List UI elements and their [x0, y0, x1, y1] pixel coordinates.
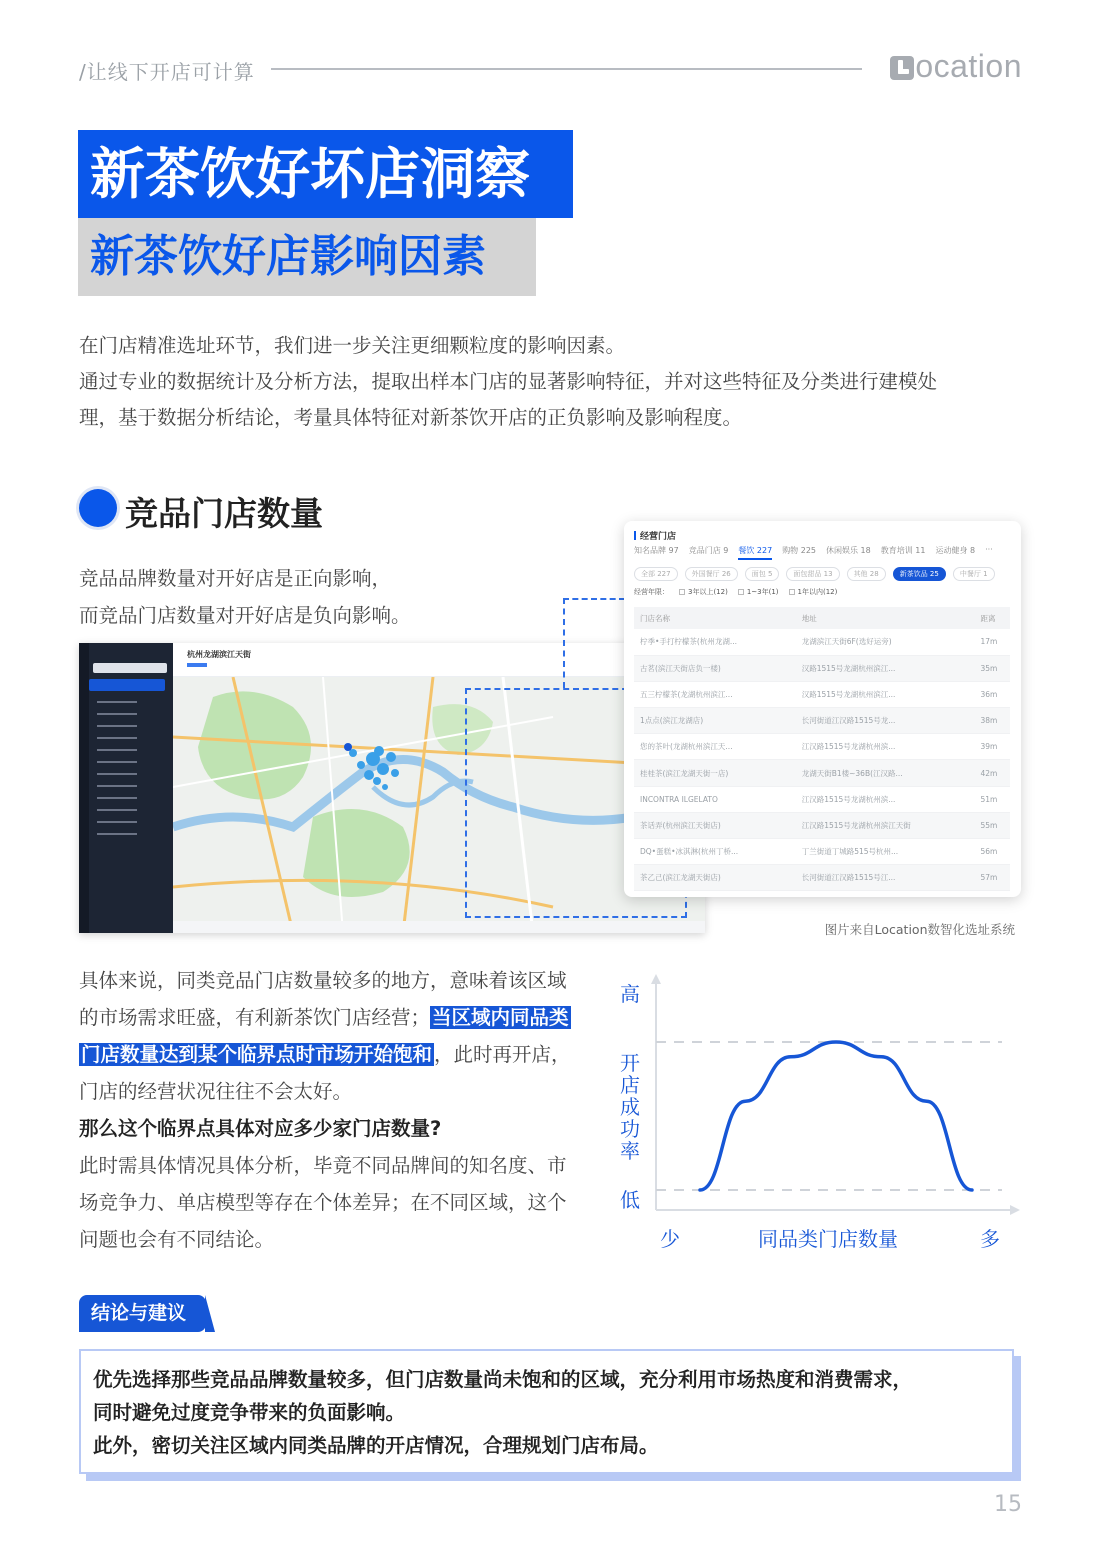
x-low-label: 少	[660, 1227, 680, 1251]
table-cell: 长河街道江汉路1515号龙...	[796, 708, 975, 734]
body-line: 门店的经营状况往往不会太好。	[79, 1080, 353, 1103]
table-cell: 龙湖滨江天街6F(选好运旁)	[796, 629, 975, 655]
checkbox[interactable]	[738, 589, 744, 595]
table-cell: INCONTRA ILGELATO	[634, 786, 796, 812]
table-row[interactable]	[634, 839, 1010, 865]
card-tab[interactable]: 购物 225	[782, 546, 816, 555]
table-row[interactable]	[634, 708, 1010, 734]
table-row[interactable]	[634, 760, 1010, 786]
store-table	[634, 607, 1010, 891]
body-text: 的市场需求旺盛，有利新茶饮门店经营；	[79, 1006, 431, 1029]
body-paragraph	[79, 962, 584, 1258]
table-cell: 39m	[974, 734, 1010, 760]
saturation-chart	[612, 966, 1032, 1256]
filter-chip[interactable]: 中餐厅 1	[953, 567, 995, 581]
table-row[interactable]	[634, 786, 1010, 812]
y-low-label: 低	[620, 1188, 640, 1212]
x-axis-label: 同品类门店数量	[758, 1227, 898, 1251]
y-axis-arrow-icon	[651, 974, 661, 984]
highlight-text: 当区域内同品类	[432, 1006, 569, 1029]
intro-text	[79, 328, 1029, 436]
page-title: 新茶饮好坏店洞察	[78, 130, 573, 218]
card-tab[interactable]: ···	[985, 545, 993, 554]
years-label: 经营年限：	[634, 588, 669, 596]
question-heading: 那么这个临界点具体对应多少家门店数量?	[79, 1117, 442, 1140]
highlight-text: 门店数量达到某个临界点时市场开始饱和	[81, 1043, 433, 1066]
intro-line: 在门店精准选址环节，我们进一步关注更细颗粒度的影响因素。	[79, 334, 626, 357]
table-row[interactable]	[634, 681, 1010, 707]
zoom-callout-connector	[563, 598, 625, 688]
intro-line: 理，基于数据分析结论，考量具体特征对新茶饮开店的正负影响及影响程度。	[79, 406, 743, 429]
table-row[interactable]	[634, 655, 1010, 681]
filter-chip[interactable]: 新茶饮品 25	[893, 567, 946, 581]
section-title: 竞品门店数量	[125, 494, 323, 533]
conclusion-line: 优先选择那些竞品品牌数量较多，但门店数量尚未饱和的区域，充分利用市场热度和消费需求，	[93, 1368, 913, 1391]
subcategory-chips	[634, 567, 995, 581]
table-cell: 42m	[974, 760, 1010, 786]
conclusion-box	[79, 1349, 1014, 1474]
table-cell: 17m	[974, 629, 1010, 655]
y-axis-label: 开 店 成 功 率	[620, 1051, 640, 1163]
checkbox[interactable]	[679, 589, 685, 595]
table-cell: 柠季•手打柠檬茶(杭州龙湖...	[634, 629, 796, 655]
filter-chip[interactable]: 面包甜品 13	[786, 567, 839, 581]
table-cell: 丁兰街道丁城路515号杭州...	[796, 839, 975, 865]
table-row[interactable]	[634, 812, 1010, 838]
column-header: 地址	[796, 607, 975, 629]
header-tagline: /让线下开店可计算	[79, 60, 255, 84]
card-tab[interactable]: 休闲娱乐 18	[826, 546, 871, 555]
category-tabs	[634, 545, 993, 560]
conclusion-line: 此外，密切关注区域内同类品牌的开店情况，合理规划门店布局。	[93, 1434, 659, 1457]
logo-text: ocation	[915, 48, 1022, 84]
chart-svg	[612, 966, 1032, 1256]
card-tab[interactable]: 教育培训 11	[880, 546, 926, 555]
x-axis-arrow-icon	[1010, 1205, 1020, 1215]
table-cell: 汉路1515号龙湖杭州滨江...	[796, 681, 975, 707]
body-line: 问题也会有不同结论。	[79, 1228, 275, 1251]
card-tab[interactable]: 运动健身 8	[935, 546, 976, 555]
page-number: 15	[994, 1492, 1022, 1517]
body-line: 场竞争力、单店模型等存在个体差异；在不同区域，这个	[79, 1191, 567, 1214]
x-high-label: 多	[980, 1227, 1000, 1251]
card-tab[interactable]: 知名品牌 97	[634, 546, 679, 555]
table-cell: 51m	[974, 786, 1010, 812]
bullet-dot-icon	[79, 489, 117, 527]
conclusion-tag: 结论与建议	[79, 1295, 206, 1332]
logo-mark-icon	[890, 56, 914, 80]
table-cell: 五三柠檬茶(龙湖杭州滨江...	[634, 681, 796, 707]
success-rate-curve	[700, 1042, 972, 1190]
intro-line: 通过专业的数据统计及分析方法，提取出样本门店的显著影响特征，并对这些特征及分类进行建模处	[79, 370, 938, 393]
column-header: 距离	[974, 607, 1010, 629]
table-cell: 38m	[974, 708, 1010, 734]
table-cell: 古茗(滨江天街店负一楼)	[634, 655, 796, 681]
table-cell: 桂桂茶(滨江龙湖天街一店)	[634, 760, 796, 786]
app-sidebar	[79, 643, 173, 933]
image-caption: 图片来自Location数智化选址系统	[824, 922, 1015, 937]
table-cell: 57m	[974, 865, 1010, 891]
body-line: 此时需具体情况具体分析，毕竟不同品牌间的知名度、市	[79, 1154, 567, 1177]
table-cell: 长河街道江汉路1515号江...	[796, 865, 975, 891]
filter-chip[interactable]: 其他 28	[847, 567, 886, 581]
header-rule	[271, 68, 862, 70]
card-heading: 经营门店	[634, 529, 676, 542]
table-row[interactable]	[634, 865, 1010, 891]
table-cell: 36m	[974, 681, 1010, 707]
lead-line: 竞品品牌数量对开好店是正向影响，	[79, 567, 392, 590]
filter-chip[interactable]: 全部 227	[634, 567, 678, 581]
table-cell: 龙湖天街B1楼~36B(江汉路...	[796, 760, 975, 786]
table-cell: 茶话弄(杭州滨江天街店)	[634, 812, 796, 838]
table-cell: 江汉路1515号龙湖杭州滨...	[796, 734, 975, 760]
years-option: 1年以内(12)	[797, 588, 838, 596]
table-cell: 江汉路1515号龙湖杭州滨...	[796, 786, 975, 812]
table-cell: 35m	[974, 655, 1010, 681]
table-cell: 55m	[974, 812, 1010, 838]
page-subtitle: 新茶饮好店影响因素	[78, 218, 536, 296]
years-option: 1~3年(1)	[746, 588, 779, 596]
y-high-label: 高	[620, 982, 640, 1006]
table-cell: 江汉路1515号龙湖杭州滨江天街	[796, 812, 975, 838]
map-location-title: 杭州龙湖滨江天街	[187, 650, 251, 659]
body-text: ，此时再开店，	[434, 1043, 571, 1066]
store-list-card	[624, 521, 1021, 897]
table-row[interactable]	[634, 734, 1010, 760]
table-row[interactable]	[634, 629, 1010, 655]
filter-chip[interactable]: 外国餐厅 26	[685, 567, 738, 581]
years-option: 3年以上(12)	[688, 588, 728, 596]
column-header: 门店名称	[634, 607, 796, 629]
table-cell: 56m	[974, 839, 1010, 865]
years-filter	[634, 587, 837, 597]
table-cell: 您的茶叶(龙湖杭州滨江天...	[634, 734, 796, 760]
table-cell: 1点点(滨江龙湖店)	[634, 708, 796, 734]
table-cell: 汉路1515号龙湖杭州滨江...	[796, 655, 975, 681]
body-line: 具体来说，同类竞品门店数量较多的地方，意味着该区域	[79, 969, 567, 992]
lead-text	[79, 560, 411, 634]
card-tab[interactable]: 竞品门店 9	[688, 546, 729, 555]
page-header	[79, 48, 1022, 84]
card-tab[interactable]: 餐饮 227	[738, 545, 772, 560]
lead-line: 而竞品门店数量对开好店是负向影响。	[79, 604, 411, 627]
checkbox[interactable]	[789, 589, 795, 595]
filter-chip[interactable]: 面包 5	[745, 567, 780, 581]
location-logo	[890, 48, 1022, 85]
conclusion-line: 同时避免过度竞争带来的负面影响。	[93, 1401, 406, 1424]
table-cell: DQ•蛋糕•冰淇淋(杭州丁桥...	[634, 839, 796, 865]
table-cell: 茶乙己(滨江龙湖天街店)	[634, 865, 796, 891]
